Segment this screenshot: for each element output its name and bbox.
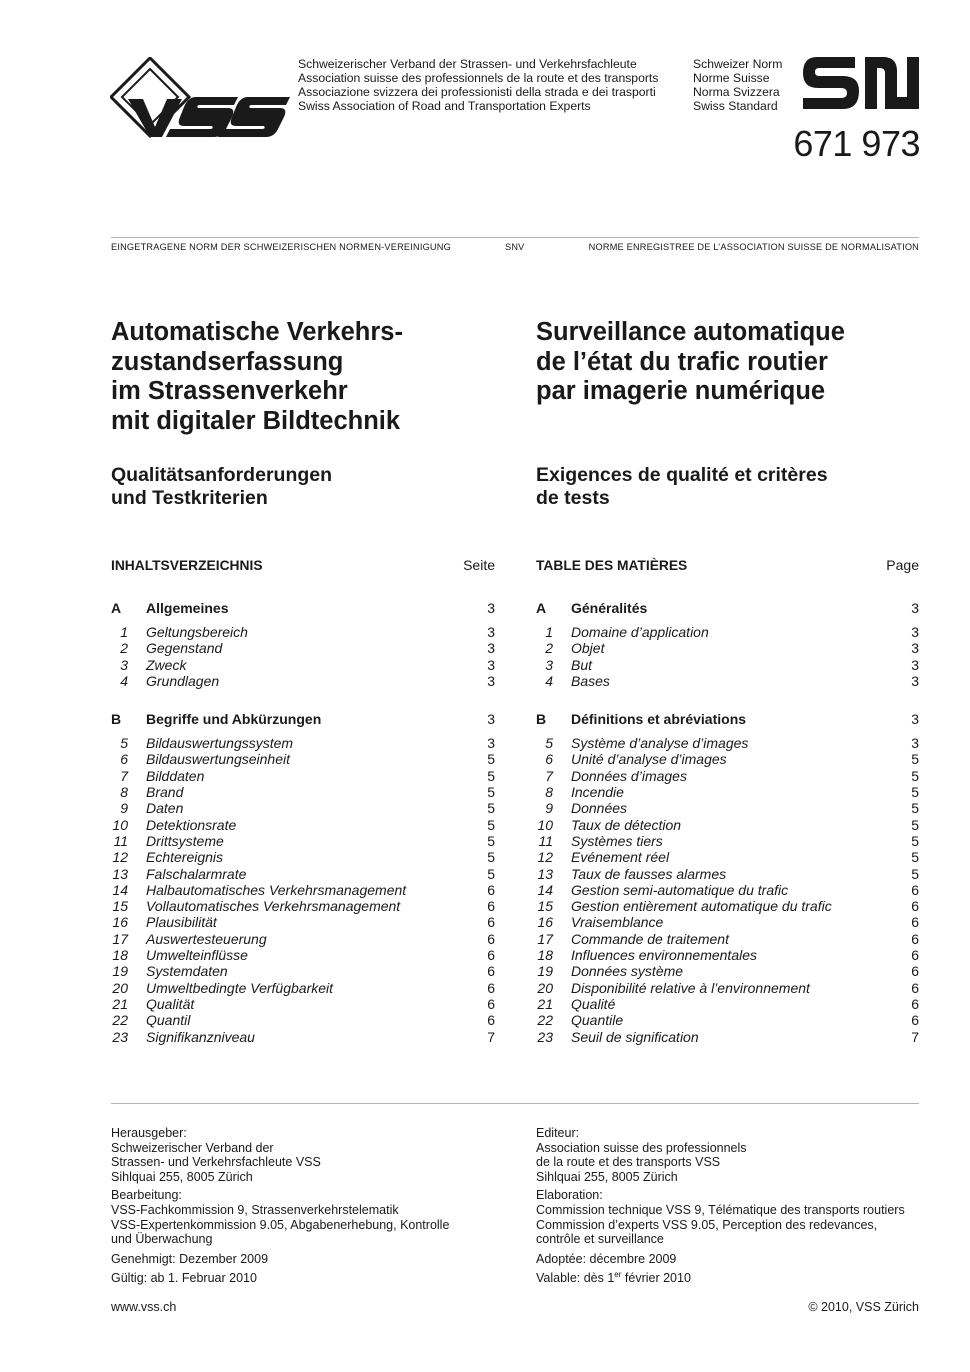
item-number: 9 [545,800,553,817]
section-title: Définitions et abréviations [571,711,747,728]
item-title: Vraisemblance [571,914,664,931]
toc-section [536,600,919,618]
item-page: 5 [911,865,919,882]
item-page: 3 [487,656,495,673]
item-title: Seuil de signification [571,1028,699,1045]
norm-labels [693,57,782,113]
subtitle-de-line: Qualitätsanforderungen [111,464,333,486]
item-page: 6 [487,930,495,947]
item-number: 5 [120,735,128,752]
title-de [111,318,403,436]
item-title: Qualité [571,995,616,1012]
item-number: 20 [537,979,553,996]
norm-label-de: Schweizer Norm [693,57,783,71]
item-page: 5 [911,832,919,849]
item-number: 6 [120,751,128,768]
item-page: 3 [911,735,919,752]
item-page: 3 [911,656,919,673]
item-page: 3 [487,624,495,640]
item-title: Données d’images [571,767,687,784]
toc-item [536,768,919,784]
item-page: 3 [487,672,495,689]
publisher-line: Schweizerischer Verband der [111,1140,274,1155]
approved-date: Genehmigt: Dezember 2009 [111,1251,269,1266]
item-title: Gegenstand [146,640,223,657]
item-page: 6 [911,947,919,964]
toc-item [536,898,919,914]
publisher-line: Sihlquai 255, 8005 Zürich [536,1169,678,1184]
item-page: 5 [487,784,495,801]
toc-item [111,1012,495,1028]
toc-heading: INHALTSVERZEICHNIS [111,558,263,573]
toc-item [536,751,919,767]
item-number: 2 [120,640,128,657]
item-number: 11 [113,832,128,849]
title-fr-line: par imagerie numérique [536,377,826,405]
item-number: 16 [537,914,553,931]
item-page: 7 [487,1028,495,1045]
toc-item [111,947,495,963]
toc-item [536,1012,919,1028]
item-page: 6 [487,963,495,980]
item-page: 5 [911,767,919,784]
association-line-fr: Association suisse des professionnels de la route et des transports [298,71,659,85]
item-title: Bildauswertungseinheit [146,751,290,768]
toc-item [111,640,495,656]
item-title: Taux de fausses alarmes [571,865,727,882]
section-page: 3 [487,711,495,728]
item-title: Données [571,800,628,817]
item-number: 1 [545,624,553,640]
toc-item [111,980,495,996]
registration-de: EINGETRAGENE NORM DER SCHWEIZERISCHEN NORMEN-VEREINIGUNG [111,242,451,252]
toc-item [536,914,919,930]
item-title: Bilddaten [146,767,205,784]
item-page: 5 [911,816,919,833]
item-number: 12 [537,849,553,866]
toc-item [536,849,919,865]
title-fr-line: de l’état du trafic routier [536,347,828,376]
item-page: 5 [911,751,919,768]
toc-item [111,996,495,1012]
subtitle-de [111,464,332,510]
item-page: 6 [487,979,495,996]
item-number: 10 [112,816,128,833]
item-title: Quantile [571,1012,624,1029]
association-line-de: Schweizerischer Verband der Strassen- und Verkehrsfachleute [298,57,637,71]
subtitle-fr-line: de tests [536,487,610,509]
item-title: Daten [146,800,184,817]
toc-item [536,882,919,898]
item-number: 20 [112,979,128,996]
toc-item [536,673,919,689]
item-page: 6 [911,963,919,980]
item-page: 5 [487,865,495,882]
toc-fr [536,557,919,1045]
section-letter: A [536,600,547,616]
item-number: 8 [120,784,128,801]
registration-fr: NORME ENREGISTREE DE L’ASSOCIATION SUISSE DE NORMALISATION [588,242,919,252]
item-number: 7 [120,767,128,784]
item-page: 3 [911,640,919,657]
toc-page-label: Page [886,557,919,573]
footer-de [111,1126,511,1286]
item-title: Unité d’analyse d’images [571,751,727,768]
association-line-en: Swiss Association of Road and Transportation Experts [298,99,591,113]
section-title: Généralités [571,600,648,616]
registration-snv: SNV [505,242,525,252]
item-title: Zweck [146,656,187,673]
association-line-it: Associazione svizzera dei professionisti della strada e dei trasporti [298,85,656,99]
valid-superscript: er [614,1270,622,1280]
title-de-line: Automatische Verkehrs- [111,318,403,346]
section-letter: A [111,600,122,616]
section-page: 3 [911,600,919,616]
item-number: 7 [545,767,553,784]
item-title: Systèmes tiers [571,832,663,849]
item-page: 6 [487,898,495,915]
item-number: 16 [112,914,128,931]
toc-de [111,557,495,1045]
toc-section [111,711,495,729]
item-title: But [571,656,593,673]
item-title: Commande de traitement [571,930,729,947]
item-title: Système d’analyse d’images [571,735,749,752]
norm-number: 671 973 [793,123,920,164]
toc-item [111,898,495,914]
item-title: Falschalarmrate [146,865,247,882]
editing-line: Commission technique VSS 9, Télématique des transports routiers [536,1202,905,1217]
subtitle-fr [536,464,828,510]
divider [111,237,919,238]
item-number: 13 [112,865,128,882]
publisher-line: Sihlquai 255, 8005 Zürich [111,1169,253,1184]
section-letter: B [536,711,547,728]
item-page: 5 [911,784,919,801]
item-page: 6 [911,914,919,931]
item-page: 6 [487,995,495,1012]
toc-item [111,1029,495,1045]
toc-item [111,624,495,640]
publisher-label: Herausgeber: [111,1126,187,1140]
editing-line: VSS-Fachkommission 9, Strassenverkehrstelematik [111,1202,399,1217]
item-number: 13 [537,865,553,882]
toc-item [536,800,919,816]
item-page: 6 [911,881,919,898]
item-page: 6 [911,898,919,915]
footer-divider [111,1103,919,1104]
valid-date [536,1271,920,1286]
item-number: 11 [538,832,553,849]
item-page: 5 [487,849,495,866]
title-de-line: im Strassenverkehr [111,377,348,405]
item-number: 4 [120,672,128,689]
toc-item [536,963,919,979]
vss-logo [110,57,292,139]
item-page: 5 [487,767,495,784]
toc-item [536,657,919,673]
item-number: 10 [537,816,553,833]
item-page: 6 [911,979,919,996]
item-number: 1 [120,624,128,640]
toc-item [536,931,919,947]
item-page: 5 [911,800,919,817]
norm-label-en: Swiss Standard [693,99,778,113]
toc-item [111,784,495,800]
toc-item [111,963,495,979]
item-title: Influences environnementales [571,947,758,964]
item-number: 2 [545,640,553,657]
item-number: 12 [112,849,128,866]
toc-heading: TABLE DES MATIÈRES [536,558,688,573]
item-title: Disponibilité relative à l’environnement [571,979,810,996]
section-title: Begriffe und Abkürzungen [146,711,322,728]
approved-date: Adoptée: décembre 2009 [536,1251,677,1266]
title-fr-line: Surveillance automatique [536,318,845,346]
toc-item [111,849,495,865]
item-page: 6 [487,881,495,898]
title-de-line: zustandserfassung [111,347,344,376]
item-number: 18 [537,947,553,964]
toc-item [536,996,919,1012]
section-letter: B [111,711,122,728]
item-number: 9 [120,800,128,817]
item-number: 23 [537,1028,553,1045]
item-page: 7 [911,1028,919,1045]
toc-item [111,931,495,947]
item-number: 17 [537,930,553,947]
item-number: 14 [112,881,128,898]
item-title: Vollautomatisches Verkehrsmanagement [146,898,401,915]
item-title: Gestion entièrement automatique du trafic [571,898,832,915]
section-title: Allgemeines [146,600,229,616]
item-number: 6 [545,751,553,768]
toc-item [536,624,919,640]
toc-page-label: Seite [463,557,495,573]
toc-item [536,1029,919,1045]
item-number: 23 [112,1028,128,1045]
item-title: Qualität [146,995,195,1012]
subtitle-de-line: und Testkriterien [111,487,268,509]
toc-item [111,673,495,689]
toc-item [111,866,495,882]
valid-date: Gültig: ab 1. Februar 2010 [111,1271,257,1286]
item-number: 22 [112,1012,128,1029]
item-title: Taux de détection [571,816,682,833]
editing-line: Commission d’experts VSS 9.05, Perception des redevances, [536,1217,878,1232]
norm-label-fr: Norme Suisse [693,71,770,85]
item-title: Drittsysteme [146,832,224,849]
toc-item [536,735,919,751]
toc-header [536,557,919,575]
publisher-line: Strassen- und Verkehrsfachleute VSS [111,1155,321,1170]
item-number: 5 [545,735,553,752]
item-number: 4 [545,672,553,689]
item-page: 6 [911,995,919,1012]
item-number: 19 [112,963,128,980]
item-title: Halbautomatisches Verkehrsmanagement [146,881,407,898]
toc-item [536,817,919,833]
item-title: Umwelteinflüsse [146,947,248,964]
item-page: 6 [911,930,919,947]
toc-header [111,557,495,575]
toc-item [111,735,495,751]
toc-item [536,833,919,849]
toc-section [111,600,495,618]
item-number: 21 [112,995,128,1012]
title-de-line: mit digitaler Bildtechnik [111,406,401,435]
item-title: Echtereignis [146,849,224,866]
item-page: 5 [911,849,919,866]
editing-label: Elaboration: [536,1188,603,1203]
publisher-line: de la route et des transports VSS [536,1155,721,1170]
item-number: 21 [537,995,553,1012]
item-title: Detektionsrate [146,816,237,833]
item-number: 22 [537,1012,553,1029]
item-page: 5 [487,816,495,833]
item-number: 19 [537,963,553,980]
item-title: Bases [571,672,610,689]
item-title: Brand [146,784,184,801]
toc-item [536,947,919,963]
sn-logo [803,57,919,109]
item-title: Objet [571,640,605,657]
item-title: Bildauswertungssystem [146,735,294,752]
toc-item [111,833,495,849]
item-number: 15 [112,898,128,915]
item-title: Grundlagen [146,672,220,689]
valid-suffix: février 2010 [621,1271,691,1286]
editing-label: Bearbeitung: [111,1188,182,1203]
item-title: Gestion semi-automatique du trafic [571,881,789,898]
item-number: 3 [120,656,128,673]
editing-line: contrôle et surveillance [536,1232,664,1247]
item-page: 5 [487,832,495,849]
editing-line: VSS-Expertenkommission 9.05, Abgabenerhebung, Kontrolle [111,1217,450,1232]
item-number: 14 [537,881,553,898]
item-page: 3 [487,640,495,657]
publisher-label: Editeur: [536,1126,580,1140]
toc-item [111,751,495,767]
item-page: 5 [487,800,495,817]
editing-line: und Überwachung [111,1232,213,1247]
item-page: 6 [487,1012,495,1029]
item-title: Domaine d’application [571,624,709,640]
item-title: Plausibilität [146,914,217,931]
toc-item [536,784,919,800]
association-names [298,57,658,113]
toc-item [536,640,919,656]
item-title: Evénement réel [571,849,670,866]
valid-prefix: Valable: dès 1 [536,1271,615,1286]
item-title: Incendie [571,784,624,801]
section-page: 3 [487,600,495,616]
toc-item [111,817,495,833]
toc-item [111,914,495,930]
item-page: 3 [911,624,919,640]
item-title: Geltungsbereich [146,624,248,640]
toc-item [111,882,495,898]
toc-item [536,866,919,882]
item-title: Signifikanzniveau [146,1028,255,1045]
item-number: 17 [112,930,128,947]
item-title: Auswertesteuerung [146,930,267,947]
toc-item [111,768,495,784]
item-number: 8 [545,784,553,801]
norm-label-it: Norma Svizzera [693,85,780,99]
item-title: Quantil [146,1012,191,1029]
toc-item [111,657,495,673]
subtitle-fr-line: Exigences de qualité et critères [536,464,828,486]
publisher-line: Association suisse des professionnels [536,1140,747,1155]
item-page: 6 [487,914,495,931]
item-page: 6 [911,1012,919,1029]
toc-item [111,800,495,816]
section-page: 3 [911,711,919,728]
item-page: 3 [911,672,919,689]
footer-fr [536,1126,920,1286]
toc-section [536,711,919,729]
toc-item [536,980,919,996]
item-number: 18 [112,947,128,964]
title-fr [536,318,845,407]
item-number: 15 [537,898,553,915]
item-page: 6 [487,947,495,964]
item-page: 3 [487,735,495,752]
item-title: Umweltbedingte Verfügbarkeit [146,979,334,996]
item-page: 5 [487,751,495,768]
item-number: 3 [545,656,553,673]
website-link[interactable]: www.vss.ch [111,1300,177,1314]
item-title: Données système [571,963,684,980]
copyright: © 2010, VSS Zürich [808,1300,919,1314]
item-title: Systemdaten [146,963,228,980]
